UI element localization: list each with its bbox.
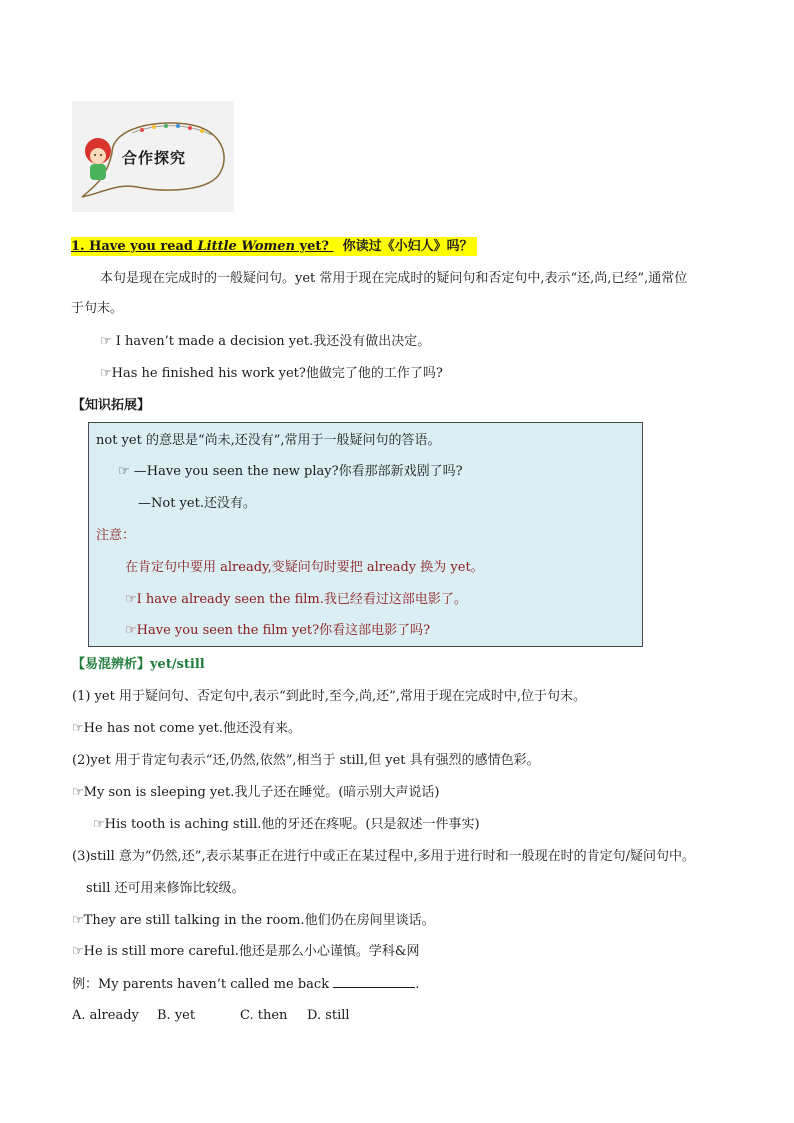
heading-book-title: Little Women <box>197 239 296 254</box>
knowledge-extension-title: 【知识拓展】 <box>72 398 151 413</box>
example-2: ☞Has he finished his work yet?他做完了他的工作了吗? <box>100 366 443 381</box>
confuse-line-7: still 还可用来修饰比较级。 <box>86 881 245 896</box>
box-line-3: —Not yet.还没有。 <box>138 496 256 511</box>
box-red-line-2: ☞I have already seen the film.我已经看过这部电影了。 <box>125 592 467 607</box>
answer-blank <box>333 975 415 988</box>
option-c: C. then <box>240 1008 288 1023</box>
exercise-question-end: . <box>415 977 420 992</box>
example-1: ☞ I haven’t made a decision yet.我还没有做出决定。 <box>100 334 431 349</box>
option-b: B. yet <box>157 1008 196 1023</box>
section-banner <box>72 101 234 212</box>
exercise-question <box>72 975 419 994</box>
intro-line-2: 于句末。 <box>71 301 124 316</box>
box-line-1: not yet 的意思是“尚未,还没有”,常用于一般疑问句的答语。 <box>96 433 441 448</box>
exercise-question-text: 例：My parents haven’t called me back <box>72 977 334 992</box>
confuse-line-3: (2)yet 用于肯定句表示“还,仍然,依然”,相当于 still,但 yet 具有强烈的感情色彩。 <box>72 753 540 768</box>
confuse-line-5: ☞His tooth is aching still.他的牙还在疼呢。(只是叙述一件事实) <box>93 817 480 832</box>
intro-line-1: 本句是现在完成时的一般疑问句。yet 常用于现在完成时的疑问句和否定句中,表示“还,尚,已经”,通常位 <box>100 271 688 286</box>
heading-chinese: 你读过《小妇人》吗？ <box>342 239 473 254</box>
confuse-line-8: ☞They are still talking in the room.他们仍在房间里谈话。 <box>72 913 435 928</box>
confuse-title: 【易混辨析】yet/still <box>72 657 205 672</box>
box-line-2: ☞ —Have you seen the new play?你看那部新戏剧了吗? <box>118 464 463 479</box>
confuse-line-6: (3)still 意为“仍然,还”,表示某事正在进行中或正在某过程中,多用于进行时和一般现在时的肯定句/疑问句中。 <box>72 849 695 864</box>
box-red-line-1: 在肯定句中要用 already,变疑问句时要把 already 换为 yet。 <box>125 560 484 575</box>
option-a: A. already <box>72 1008 139 1023</box>
option-d: D. still <box>307 1008 350 1023</box>
box-note-label: 注意： <box>96 528 136 543</box>
confuse-line-2: ☞He has not come yet.他还没有来。 <box>72 721 301 736</box>
heading-number-text: 1. Have you read <box>71 239 198 254</box>
confuse-line-9: ☞He is still more careful.他还是那么小心谨慎。学科&网 <box>72 944 420 959</box>
heading-end-text: yet? <box>295 239 334 254</box>
box-red-line-3: ☞Have you seen the film yet?你看这部电影了吗? <box>125 623 431 638</box>
knowledge-box <box>88 422 643 647</box>
banner-label: 合作探究 <box>122 149 187 167</box>
confuse-line-1: (1) yet 用于疑问句、否定句中,表示“到此时,至今,尚,还”,常用于现在完成时中,位于句末。 <box>72 689 587 704</box>
section-heading <box>71 237 477 256</box>
confuse-line-4: ☞My son is sleeping yet.我儿子还在睡觉。(暗示别大声说话) <box>72 785 440 800</box>
